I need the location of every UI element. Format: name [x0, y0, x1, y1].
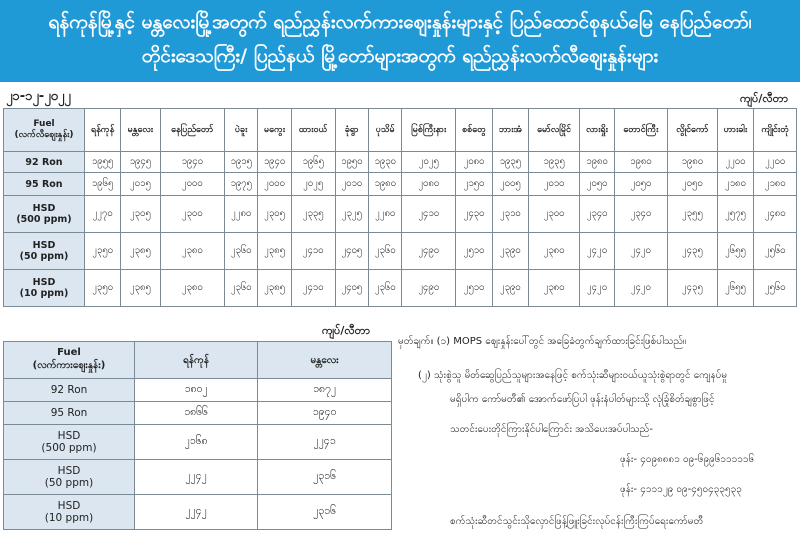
price-cell: ၂၂၇၀	[85, 196, 121, 233]
note-2b: မရှိပါက ကော်မတီ၏ အောက်ဖော်ပြပါ ဖုန်းနံပါတ်များသို့ လုံခြုံစိတ်ချစွာဖြင့်	[450, 394, 715, 405]
city-header: ရန်ကုန်	[85, 109, 121, 152]
price-cell: ၁၈၇၂	[258, 379, 392, 402]
fuel-label: 95 Ron	[4, 402, 135, 425]
fuel-header: Fuel (လက်ကားဈေးနှုန်း)	[4, 342, 135, 379]
city-header: မန္တလေး	[121, 109, 160, 152]
table-row	[4, 495, 392, 530]
fuel-label: HSD (10 ppm)	[4, 495, 135, 530]
price-cell: ၂၄၂၀	[614, 233, 668, 270]
price-cell: ၂၁၆၈	[135, 425, 258, 460]
price-cell: ၂၃၅၅	[668, 196, 717, 233]
price-cell: ၂၃၈၀	[528, 270, 580, 307]
fuel-label: HSD (500 ppm)	[4, 425, 135, 460]
price-cell: ၂၄၀၅	[335, 270, 368, 307]
city-header: ဟားခါး	[717, 109, 754, 152]
price-cell: ၁၉၈၀	[668, 152, 717, 173]
city-header: ဘားအံ	[492, 109, 528, 152]
city-header: မော်လမြိုင်	[528, 109, 580, 152]
fuel-label: HSD (50 ppm)	[4, 460, 135, 495]
city-header: နေပြည်တော်	[160, 109, 224, 152]
price-cell: ၂၂၄၁	[258, 425, 392, 460]
committee-name: စက်သုံးဆီတင်သွင်းသိုလှောင်ဖြန့်ဖြူးခြင်းလုပ်ငန်းကြီးကြပ်ရေးကော်မတီ	[450, 516, 704, 527]
price-cell: ၂၃၁၆	[258, 460, 392, 495]
header-row	[4, 342, 392, 379]
city-header: တောင်ကြီး	[614, 109, 668, 152]
price-cell: ၂၃၈၀	[528, 233, 580, 270]
fuel-label: HSD (10 ppm)	[4, 270, 85, 307]
price-cell: ၂၄၉၀	[402, 233, 456, 270]
date-label: ၂၁-၁၂-၂၀၂၂	[6, 89, 71, 104]
price-cell: ၂၃၀၀	[528, 196, 580, 233]
price-cell: ၁၈၆၆	[135, 402, 258, 425]
city-header: ပုသိမ်	[368, 109, 401, 152]
price-cell: ၁၉၄၀	[258, 402, 392, 425]
city-header: ကျိုင်းတုံ	[754, 109, 797, 152]
price-cell: ၂၃၉၀	[492, 270, 528, 307]
price-cell: ၂၀၁၅	[121, 173, 160, 196]
price-cell: ၂၃၈၀	[160, 270, 224, 307]
price-cell: ၂၀၅၀	[580, 173, 614, 196]
price-cell: ၂၀၈၀	[456, 152, 493, 173]
price-cell: ၁၉၄၀	[258, 152, 291, 173]
table-row	[4, 425, 392, 460]
price-cell: ၁၉၃၅	[528, 152, 580, 173]
fuel-label: 95 Ron	[4, 173, 85, 196]
price-cell: ၁၉၄၀	[160, 152, 224, 173]
city-header: လားရှိုး	[580, 109, 614, 152]
price-cell: ၂၀၀၀	[160, 173, 224, 196]
wholesale-unit-label: ကျပ်/လီတာ	[322, 324, 370, 337]
city-header: ရန်ကုန်	[135, 342, 258, 379]
table-row	[4, 379, 392, 402]
city-header: မြစ်ကြီးနား	[402, 109, 456, 152]
city-header: ထားဝယ်	[291, 109, 335, 152]
fuel-label: 92 Ron	[4, 379, 135, 402]
table-row	[4, 270, 797, 307]
price-cell: ၁၉၃၅	[492, 152, 528, 173]
price-cell: ၂၂၄၂	[135, 495, 258, 530]
wholesale-price-table	[3, 341, 392, 530]
price-cell: ၂၁၈၀	[754, 173, 797, 196]
note-2c: သတင်းပေးတိုင်ကြားနိုင်ပါကြောင်း အသိပေးအပ်ပါသည်-	[450, 424, 653, 435]
price-cell: ၁၉၆၅	[85, 173, 121, 196]
header-row	[4, 109, 797, 152]
price-cell: ၂၀၅၀	[668, 173, 717, 196]
price-cell: ၂၄၁၀	[291, 270, 335, 307]
price-cell: ၂၃၆၀	[225, 270, 258, 307]
price-cell: ၂၃၄၀	[580, 196, 614, 233]
city-header: မကွေး	[258, 109, 291, 152]
price-cell: ၂၃၀၀	[160, 196, 224, 233]
price-cell: ၂၀၀၅	[492, 173, 528, 196]
price-cell: ၂၀၂၅	[291, 173, 335, 196]
price-cell: ၂၄၉၀	[402, 270, 456, 307]
table-row	[4, 402, 392, 425]
price-cell: ၁၉၃၀	[368, 152, 401, 173]
price-cell: ၂၃၀၅	[121, 196, 160, 233]
price-cell: ၂၃၅၀	[85, 233, 121, 270]
price-cell: ၂၃၄၀	[614, 196, 668, 233]
price-cell: ၂၃၂၅	[335, 196, 368, 233]
retail-price-table	[3, 108, 797, 307]
price-cell: ၂၅၆၀	[754, 270, 797, 307]
phone-2: ဖုန်း- ၄၁၁၁၂၉ ၀၉-၄၅၀၄၃၃၅၃၃	[620, 484, 742, 495]
price-cell: ၂၂၈၀	[225, 196, 258, 233]
price-cell: ၂၅၁၀	[456, 233, 493, 270]
price-cell: ၂၂၀၀	[717, 152, 754, 173]
price-cell: ၂၄၀၅	[335, 233, 368, 270]
table-row	[4, 152, 797, 173]
price-cell: ၂၃၆၀	[368, 270, 401, 307]
price-cell: ၂၄၁၀	[291, 233, 335, 270]
price-cell: ၂၃၈၀	[160, 233, 224, 270]
price-cell: ၂၄၃၅	[668, 270, 717, 307]
price-cell: ၂၀၈၀	[402, 173, 456, 196]
note-2a: (၂) သုံးစွဲသူ မိတ်ဆွေပြည်သူများအနေဖြင့် စက်သုံးဆီများဝယ်ယူသုံးစွဲရာတွင် ကျေနပ်မှု	[418, 370, 728, 381]
price-cell: ၂၀၀၀	[258, 173, 291, 196]
retail-unit-label: ကျပ်/လီတာ	[740, 92, 788, 105]
price-cell: ၁၉၈၀	[368, 173, 401, 196]
fuel-label: 92 Ron	[4, 152, 85, 173]
price-cell: ၂၃၆၀	[368, 233, 401, 270]
table-row	[4, 233, 797, 270]
price-cell: ၂၆၅၅	[717, 270, 754, 307]
price-cell: ၂၁၈၀	[717, 173, 754, 196]
fuel-label: HSD (500 ppm)	[4, 196, 85, 233]
price-cell: ၂၄၂၀	[614, 270, 668, 307]
price-cell: ၂၃၈၅	[121, 233, 160, 270]
price-cell: ၁၉၄၅	[121, 152, 160, 173]
price-cell: ၁၉၆၅	[291, 152, 335, 173]
fuel-label: HSD (50 ppm)	[4, 233, 85, 270]
price-cell: ၁၉၈၀	[614, 152, 668, 173]
price-cell: ၂၃၃၅	[291, 196, 335, 233]
header-title-line1: ရန်ကုန်မြို့နှင့် မန္တလေးမြို့အတွက် ရည်ညွှန်းလက်ကားဈေးနှုန်းများနှင့် ပြည်ထောင်စုနယ်မြေ နေပြည်တော်၊	[48, 11, 752, 33]
price-cell: ၂၀၂၅	[402, 152, 456, 173]
price-cell: ၁၉၇၅	[225, 173, 258, 196]
price-cell: ၂၄၂၀	[580, 233, 614, 270]
price-cell: ၂၃၈၅	[258, 270, 291, 307]
price-cell: ၂၄၂၀	[580, 270, 614, 307]
price-cell: ၂၃၁၆	[258, 495, 392, 530]
phone-1: ဖုန်း- ၄၀၉၈၈၈၁ ၀၉-၆၉၉၆၁၁၁၁၁၆	[620, 454, 755, 465]
fuel-header: Fuel (လက်လီဈေးနှုန်း)	[4, 109, 85, 152]
price-cell: ၂၂၈၀	[368, 196, 401, 233]
price-cell: ၁၉၈၀	[580, 152, 614, 173]
header-title-line2: တိုင်းဒေသကြီး/ ပြည်နယ် မြို့တော်များအတွက် ရည်ညွှန်းလက်လီဈေးနှုန်းများ	[141, 45, 659, 67]
table-row	[4, 196, 797, 233]
price-cell: ၂၁၅၀	[456, 173, 493, 196]
price-cell: ၂၂၄၂	[135, 460, 258, 495]
price-cell: ၂၅၆၀	[754, 233, 797, 270]
price-cell: ၂၄၃၀	[456, 196, 493, 233]
city-header: စစ်တွေ	[456, 109, 493, 152]
price-cell: ၂၅၇၅	[717, 196, 754, 233]
price-cell: ၂၃၀၅	[258, 196, 291, 233]
city-header: ခုံရွာ	[335, 109, 368, 152]
price-cell: ၂၃၈၅	[258, 233, 291, 270]
price-cell: ၂၃၅၀	[85, 270, 121, 307]
price-cell: ၂၅၁၀	[456, 270, 493, 307]
price-cell: ၂၀၁၀	[335, 173, 368, 196]
price-cell: ၂၂၀၀	[754, 152, 797, 173]
city-header: လွိုင်ကော်	[668, 109, 717, 152]
price-cell: ၂၀၁၀	[528, 173, 580, 196]
table-row	[4, 460, 392, 495]
price-cell: ၂၃၁၀	[492, 196, 528, 233]
price-cell: ၂၃၉၀	[492, 233, 528, 270]
price-cell: ၁၈၀၂	[135, 379, 258, 402]
price-cell: ၁၉၅၅	[85, 152, 121, 173]
price-cell: ၂၆၅၅	[717, 233, 754, 270]
price-cell: ၂၃၆၀	[225, 233, 258, 270]
price-cell: ၂၄၁၀	[402, 196, 456, 233]
price-cell: ၂၃၈၅	[121, 270, 160, 307]
price-cell: ၂၄၃၅	[668, 233, 717, 270]
price-cell: ၂၀၅၀	[614, 173, 668, 196]
city-header: ပဲခူး	[225, 109, 258, 152]
table-row	[4, 173, 797, 196]
note-1: မှတ်ချက်။ (၁) MOPS ဈေးနှုန်းပေါ်တွင် အခြေခံတွက်ချက်ထားခြင်းဖြစ်ပါသည်။	[398, 336, 687, 347]
price-cell: ၁၉၁၅	[225, 152, 258, 173]
city-header: မန္တလေး	[258, 342, 392, 379]
price-cell: ၂၄၈၀	[754, 196, 797, 233]
page-header	[0, 0, 800, 82]
price-cell: ၁၉၅၀	[335, 152, 368, 173]
